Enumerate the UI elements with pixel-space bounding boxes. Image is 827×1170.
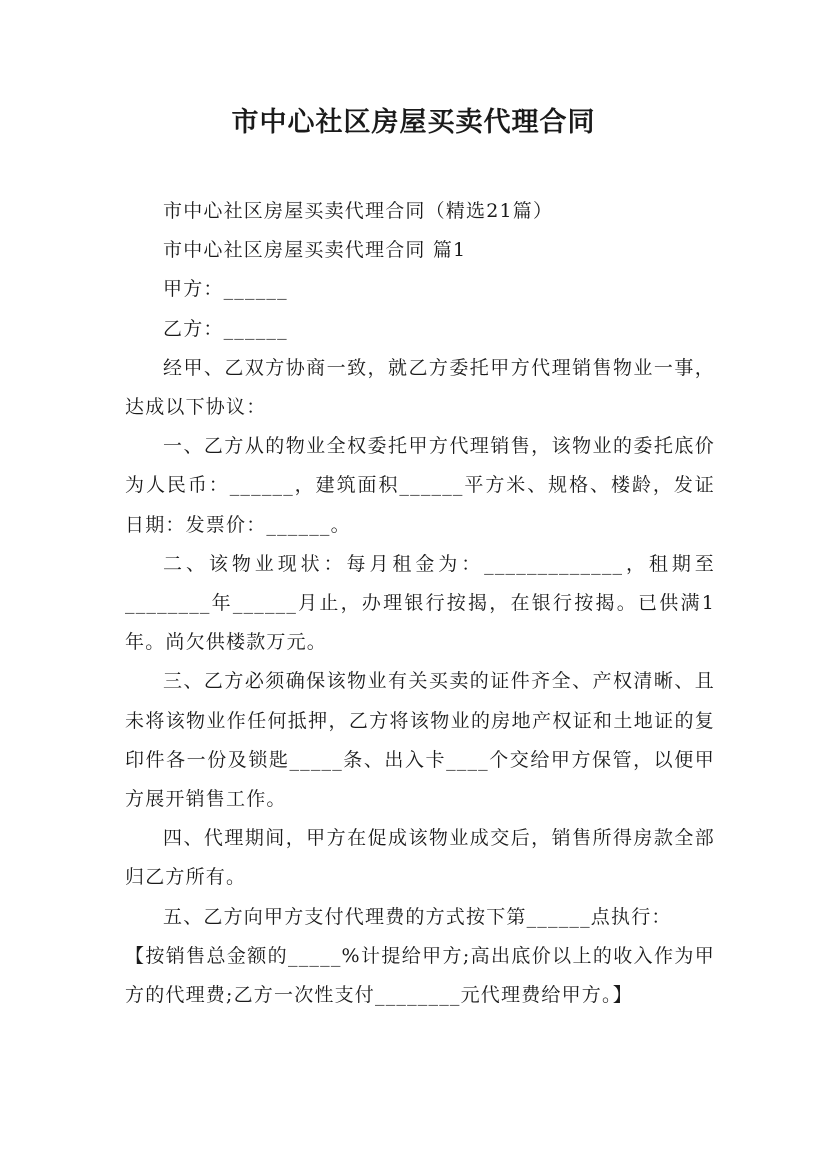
document-body bbox=[125, 192, 715, 1015]
paragraph-clause-1: 一、乙方从的物业全权委托甲方代理销售，该物业的委托底价为人民币：______，建筑面积______平方米、规格、楼龄，发证日期：发票价：______。 bbox=[125, 435, 715, 536]
paragraph-clause-5: 五、乙方向甲方支付代理费的方式按下第______点执行： bbox=[163, 905, 672, 928]
paragraph-clause-3: 三、乙方必须确保该物业有关买卖的证件齐全、产权清晰、且未将该物业作任何抵押，乙方将该物业的房地产权证和土地证的复印件各一份及锁匙_____条、出入卡____个交给甲方保管，以便甲方展开销售工作。 bbox=[125, 670, 715, 811]
paragraph-subtitle: 市中心社区房屋买卖代理合同（精选21篇） bbox=[163, 200, 554, 222]
paragraph-party-b: 乙方：______ bbox=[163, 317, 288, 340]
paragraph-preamble: 经甲、乙双方协商一致，就乙方委托甲方代理销售物业一事，达成以下协议： bbox=[125, 356, 715, 419]
paragraph-party-a: 甲方：______ bbox=[163, 278, 288, 301]
paragraph-clause-4: 四、代理期间，甲方在促成该物业成交后，销售所得房款全部归乙方所有。 bbox=[125, 827, 715, 889]
document-title: 市中心社区房屋买卖代理合同 bbox=[231, 107, 596, 138]
paragraph-clause-2: 二、该物业现状：每月租金为：_____________，租期至________年______月止，办理银行按揭，在银行按揭。已供满1年。尚欠供楼款万元。 bbox=[125, 552, 715, 654]
paragraph-section-heading: 市中心社区房屋买卖代理合同 篇1 bbox=[163, 239, 467, 262]
paragraph-clause-5-options: 【按销售总金额的_____%计提给甲方;高出底价以上的收入作为甲方的代理费;乙方一次性支付________元代理费给甲方。】 bbox=[125, 944, 715, 1007]
